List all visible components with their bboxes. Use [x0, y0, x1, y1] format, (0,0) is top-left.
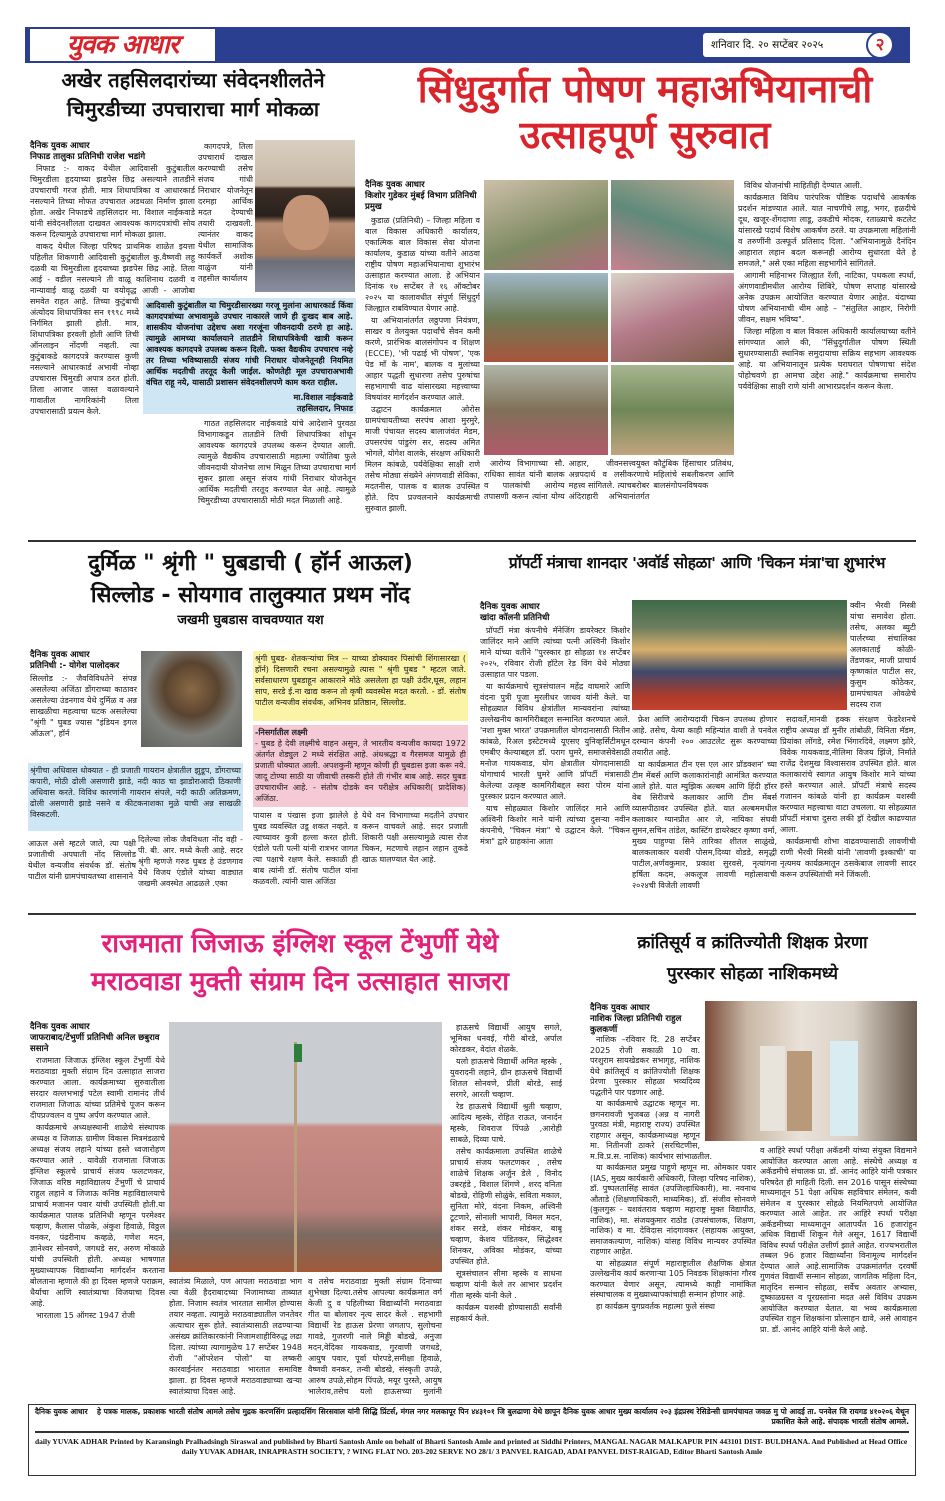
girl-photo — [255, 140, 355, 292]
paragraph: कार्यक्रमाचे अध्यक्षस्थानी शाळेचे संस्थापक अध्यक्ष व जिजाऊ ग्रामीण विकास मित्रमंडळाचे अध्यक्ष संजय लहाने यांच्या हस्ते ध्वजारोहण करण्यात आले . यावेळी राजमाता जिजाऊ इंग्लिश स्कूलचे प्राचार्य संजय फलटणकर, जिजाऊ वरिष्ठ महाविद्यालय टेंभुर्णी चे प्राचार्य राहुल लहाने व जिजाऊ कनिष्ठ महाविद्यालयाचे प्राचार्य मजानन पवार यांची उपस्थिती होती.या कार्यक्रमात पालक प्रतिनिधी म्हणून परमेश्वर चव्हाण, कैलास पोळके, अंकुश हिवाळे, विठ्ठल वनकर, पंढरीनाथ कव्हळे, गणेश मदन, ज्ञानेश्वर सोनवणे, जगधडे सर, अरुण मोकाळे यांची उपस्थिती होती. अध्यक्ष भाषणात मुख्याध्यापक विद्यार्थ्यांना मार्गदर्शन करताना बोलताना म्हणाले की हा दिवस म्हणजे पराक्रम, धैर्याचा आणि स्वातंत्र्याचा विजयाचा दिवस आहे. — [30, 1123, 165, 1308]
paragraph: तसेच कार्यक्रमाला उपस्थित शाळेचे प्राचार्य संजय फलटणकर , तसेच शाळेचे शिक्षक अर्जुन डेले , विनोद उबरहंडे , विशाल शिंगणे , शरद वनिता बोडखे, रोहिणी सोळुंके, सविता मकाल, सुनिता मोरे, वंदना निकम, अश्विनी टूटणारे, सोनाली भापारी, विमल मदन, शंकर सरडे, शंकर मोडंकर, बाबू चव्हाण, केशव पंडितकर, सिद्धेश्वर शिनकर, अविका मोडंकर, यांच्या उपस्थित होते. — [450, 1147, 562, 1266]
paragraph: कागदपत्रे, तिला उपचारार्थ दाखल करण्याची तसेच संजय गांधी निराधार योजनेतून दरमहा आर्थिक मदत देण्याची तयारी दाखवली. त्यानंतर वाकद येथील सामाजिक कार्यकर्ते अशोक वाळुंज यांनी तहसील कार्यालय — [198, 142, 253, 283]
headline-line: दुर्मिळ " श्रृंगी " घुबडाची ( हॉर्न आऊल) — [88, 551, 413, 576]
story3-pink-box — [253, 725, 468, 807]
byline-reporter: किशोर गुडेकर मुंबई विभाग प्रतिनिधी प्रमुख — [365, 191, 477, 212]
imprint-text-en: Printed by Karansingh Pralhadsingh Siraswal and published by Bharti Santosh Amle on behalf of Bharti Santosh Amle and printed at Siddhi Printers, MANGAL NAGAR MALKAPUR PIN 443101 DIST- BULDHANA. And Published at Head Office daily YUVAK ADHAR, INRAPRASTH SOCIETY, ? WING FLAT NO. 203-202 SERVE NO 28/1/ 3 PANVEL RAIGAD, ADAI PANVEL DIST-RAIGAD, Editor Bharti Santosh Amle — [109, 1436, 908, 1456]
paragraph: या कार्यक्रमाचे उद्घाटक म्हणून मा. छगनरावजी भुजबळ (अन्न व नागरी पुरवठा मंत्री, महाराष्ट्र राज्य) उपस्थित राहणार असून, कार्यक्रमाध्यक्ष म्हणून मा. नितीनजी ठाकरे (सरचिटणीस, म.वि.प्र.स. नाशिक) कार्यभार सांभाळतील. — [590, 1099, 713, 1161]
imprint-footer — [28, 1404, 916, 1476]
paragraph: सदावर्ते,मानवी हक्क संरक्षण फेडरेशनचे राष्ट्रीय अध्यक्ष डॉ मुनीर तांबोळी, विनिता मॅडम, प्रियांका लोंगडे, रमेश भिंगारदिवे, लक्ष्मण झोरे, विवेक गायकवाड,नीलिमा विजय झिंजे, निर्माते राजेंद्र देशमुख विश्वासराव उपस्थित होते. बाल कलाकारांचे स्वागत आयुष किशोर माने यांच्या हस्ते करण्यात आले. प्रॉपर्टी मंत्राचे सदस्य गजानन कांबळे यांनी हा कार्यक्रम यशस्वी करण्यात महत्त्वाचा वाटा उचलला. या सोहळ्यात प्रॉपर्टी मंत्राचा दुसरा लकी ड्रॉ देखील काढण्यात आला. — [780, 715, 916, 834]
story3-col-a: आऊल असे म्हटले जाते, त्या पक्षी प्रजातीची अपघाती नोंद सिल्लोड येथील वन्यजीव संवर्धक डॉ. संतोष पाटील यांनी ग्रामपंचायतच्या शासनाने — [28, 839, 136, 881]
byline-paper: दैनिक युवक आधार — [365, 180, 425, 190]
flag-hoisting-photo — [169, 1022, 442, 1272]
quote-author: मा.विशाल नाईकवाडे — [293, 393, 353, 402]
event-photo — [611, 365, 735, 455]
story5-col1 — [30, 1055, 165, 1395]
paragraph: प्रॉपर्टी मंत्रा कंपनीचे मॅनेजिंग डायरेक्टर किशोर जालिंदर माने आणि त्यांच्या पत्नी अश्विनी किशोर माने यांच्या वतीने "पुरस्कार हा सोहळा १४ सप्टेंबर २०२५, रविवार रोजी हॉटेल रेड विंग येथे मोठ्या उत्साहात पार पडला. — [480, 626, 630, 679]
section-divider — [28, 540, 916, 542]
paragraph: यलो हाऊसचे विद्यार्थी अमित म्हस्के , युवरादनी लहाने, ग्रीन हाऊसचे विद्यार्थी शितल सोनवणे, प्रीती बोरडे, साई सरगरे, आरती चव्हाण. — [450, 1057, 562, 1099]
headline-line: पुरस्कार सोहळा नाशिकमध्ये — [667, 964, 838, 984]
byline-reporter: जाफराबाद/टेंभुर्णी प्रतिनिधी अनिल छबुराव ससाने — [30, 1033, 160, 1054]
paragraph: कुडाळ (प्रतिनिधी) – जिल्हा महिला व बाल विकास अधिकारी कार्यालय, एकात्मिक बाल विकास सेवा योजना कार्यालय, कुडाळ यांच्या वतीने आठवा राष्ट्रीय पोषण महाअभियानाचा शुभारंभ उत्साहात करण्यात आला. हे अभियान दिनांक १७ सप्टेंबर ते १६ ऑक्टोबर २०२५ या कालावधीत संपूर्ण सिंधुदुर्ग जिल्ह्यात राबविण्यात येणार आहे. — [365, 216, 480, 313]
story4-col3-top: क्वीन भैरवी मिस्त्री यांचा समावेश होता. तसेच, अलका ब्युटी पार्लरच्या संचालिका अलकाताई कोळी-तेंडणकर, माजी प्राचार्य कृष्णकांत पाटील सर, कुसुम कोठेकर, ग्रामपंचायत ओवळेचे सदस्य राज — [850, 601, 916, 709]
story4-byline — [480, 602, 630, 624]
date-box — [703, 33, 883, 57]
story3-subhead: जखमी घुबडास वाचवण्यात यश — [177, 613, 324, 628]
award-photo — [632, 600, 847, 710]
page-number: २ — [866, 31, 894, 59]
imprint-label-en: daily YUVAK ADHAR — [35, 1436, 108, 1446]
byline-reporter: निफाड तालुका प्रतिनिधी राजेश भडांगे — [30, 152, 146, 162]
paragraph: कार्यक्रमात विविध पारंपरिक पौष्टिक पदार्थांचे आकर्षक प्रदर्शन मांडण्यात आले. यात नाचणीचे लाडू, भगर, हळदीचे दूध, खजूर-शेंगदाणा लाडू, उकडीचे मोदक, रताळ्याचे कटलेट यांसारखे पदार्थ विशेष आकर्षण ठरले. या उपक्रमाला महिलांनी व तरुणींनी उत्स्फूर्त प्रतिसाद दिला. "अभियानामुळे दैनंदिन आहारात लहान बदल करूनही आरोग्य सुधारता येते हे समजले," असे एका महिला सहभागीने सांगितले. — [738, 193, 916, 268]
story1-body-bottom — [198, 418, 356, 530]
paragraph: राजमाता जिजाऊ इंग्लिश स्कूल टेंभुर्णी येथे मराठवाडा मुक्ती संग्राम दिन उत्साहात साजरा करण्यात आला. कार्यक्रमाच्या सुरुवातीला सरदार वल्लभभाई पटेल स्वामी रामानंद तीर्थ राजमाता जिजाऊ यांच्या प्रतिमेचे पूजन करून दीपप्रज्वलन व पुष्प अर्पण करण्यात आले. — [30, 1056, 165, 1120]
story6-headline — [585, 928, 920, 990]
story1-byline — [30, 141, 195, 163]
story5-byline — [30, 1022, 165, 1055]
story3-blue-box: श्रृंगीचा अधिवास धोक्यात - ही प्रजाती गायरान क्षेत्रातील झुडूप, डोंगराच्या कपारी, मोठी ढोली असणारी झाडे, नदी काठ चा झाडोराआदी ठिकाणी अधिवास करते. विविध कारणांनी गायरान संपले, नदी काठी अतिक्रमण, ढोली असणारी झाडे नसने व कीटकनाशका मुळे याची अन्न साखळी विस्कटली. — [28, 763, 243, 831]
story4-col2 — [632, 714, 777, 906]
event-photo — [611, 273, 735, 363]
paragraph: जिल्हा महिला व बाल विकास अधिकारी कार्यालयाच्या वतीने सांगण्यात आले की, "सिंधुदुर्गातील पोषण स्थिती सुधारण्यासाठी स्थानिक समुदायाचा सक्रिय सहभाग आवश्यक आहे. या अभियानातून प्रत्येक घराघरात पोषणाचा संदेश पोहोचवणे हा आमचा उद्देश आहे." कार्यक्रमाचा समारोप पर्यवेक्षिका साक्षी राणे यांनी आभारप्रदर्शन करून केला. — [738, 327, 916, 391]
story1-quote-box — [143, 298, 356, 414]
byline-reporter: प्रतिनिधी :- योगेश पालोदकर — [30, 661, 120, 671]
story6-byline — [590, 1003, 702, 1036]
paragraph: हा कार्यक्रम युगप्रवर्तक महात्मा फुले संस्था — [596, 1301, 716, 1311]
story5-headline — [30, 925, 570, 1001]
paragraph: गाठत तहसिलदार नाईकवाडे यांचे आदेशाने पुरवठा विभागाकडून तातडीने तिची शिधापत्रिका शोधून आवश्यक कागदपत्रे उपलब्ध करून देण्यात आली. त्यामुळे वैद्यकीय उपचारासाठी महात्मा ज्योतिबा फुले जीवनदायी योजनेचा लाभ मिळून तिच्या उपचाराचा मार्ग सुकर झाला असून संजय गांधी निराधार योजनेतून आर्थिक मदतीची तरतूद करण्यात येत आहे. त्यामुळे चिमुरडीच्या उपचारासाठी मोठी मदत मिळाली आहे. — [198, 419, 356, 505]
byline-paper: दैनिक युवक आधार — [480, 602, 540, 612]
story2-body-left — [365, 215, 480, 530]
paragraph: आरोग्य विभागाच्या सौ. राधिका सावंत यांनी बालक व पालकांची आरोग्य तपासणी करून त्यांना योग्य आहार, जीवनसत्त्वयुक्त अन्नपदार्थ व लसीकरणाचे महत्त्व सांगितले. त्याचबरोबर अंदिराहारी अभियानांतर्गत कौटुंबिक हिंसाचार प्रतिबंध, महिलांचे सबलीकरण आणि बालसंगोपनविषयक — [484, 459, 734, 501]
story5-col3: व तसेच मराठवाडा मुक्ती संग्राम दिनाच्या शुभेच्छा दिल्या.तसेच आपल्या कार्यक्रमात वर्ग केजी दु व पहिलीच्या विद्यार्थ्यांनी मराठवाडा गीत या बोलावर नृत्य सादर केले . सहभागी विद्यार्थी रेड हाऊस प्रेरणा जगताप, सुलोचना गावडे, गुजरणी नाले मिड्डी बोडखे, अनुजा मदन,वेदिका गायकवाड, गुरवाणी जगधडे, आयुष पवार, पूर्वा घोरपडे,समीक्षा हिवाळे, वैष्णवी वनकर, तन्वी बोडखे, संस्कृती उपळे, आरुष उपळे,सोहम पिंपळे, मयूर पुरस्ते, आयुष भालेराव,तसेच यलो हाऊसच्या मुलांनी — [308, 1277, 442, 1396]
paragraph: उद्घाटन कार्यक्रमात ओरोस ग्रामपंचायतीच्या सरपंच आशा मुरमुरे, माजी पंचायत सदस्य बालाजंवंत मेडम, उपसरपंच पांडुरंग सर, सदस्य अमित भोगले, योगेश वालके, संरक्षण अधिकारी मिलन कांबळे, पर्यवेक्षिका साक्षी राणे तसेच मोठ्या संख्येने अंगणवाडी सेविका, मदतनीस, पालक व बालक उपस्थित होते. दिप प्रज्वलनाने कार्यक्रमाची सुरुवात झाली. — [365, 405, 480, 513]
pink-box-text: - घुबड हे देवी लक्ष्मीचे वाहन असुन, ते भारतीय वन्यजीव कायदा 1972 अंतर्गत शेड्युल 2 मध्ये संरक्षित आहे. अंधश्रद्धा व गैरसमज यामुळे ही प्रजाती धोक्यात आली. अपशकुनी म्हणून कोणी ही घुबडास इजा करू नये. जादू टोण्या साठी या जीवाची तस्करी होते ती गंभीर बाब आहे. सदर घुबड उपचाराधीन आहे. - संतोष दोडके वन परीक्षेत्र अधिकारी( प्रादेशिक) अजिंठा. — [255, 739, 466, 803]
issue-date: शनिवार दि. २० सप्टेंबर २०२५ — [711, 39, 824, 51]
section-divider — [28, 913, 916, 915]
paragraph: फ्रेश आणि आरोग्यदायी चिकन उपलब्ध होणार आहे. तसेच, येत्या काही महिन्यांत वाशी ते पनवेल दरम्यान कंपनी २०० आउटलेट सुरू करण्याच्या तयारीत आहे. — [632, 715, 777, 757]
headline-line: मराठवाडा मुक्ती संग्राम दिन उत्साहात साजरा — [91, 967, 509, 997]
byline-paper: दैनिक युवक आधार — [30, 1022, 90, 1032]
byline-paper: दैनिक युवक आधार — [30, 650, 90, 660]
story2-byline — [365, 180, 480, 213]
story3-col-d: येथे वन विभागाच्या मदतीने उपचार करून वाचवले आहे. सदर प्रजाती शिकारी पक्षी असल्यामुळे त्यास रोज चिकन, मटणाचे लहान लहान तुकडे खाऊ घालण्यात येत आहे. — [362, 811, 468, 864]
story3-col-b: दिलेल्या लोक जैवविधता नोंद वही - पी. बी. आर. मध्ये केली आहे. सदर श्रृंगी म्हणजे गरुड घुबड हे उंडणगाव येथे विजय एंडोले यांच्या वाड्यात जखमी अवस्थेत आढळले .एका — [138, 835, 243, 888]
poshan-photo-grid — [484, 180, 734, 455]
byline-reporter: खांदा कॉलनी प्रतिनिधी — [480, 613, 550, 623]
story3-intro: सिल्लोड :- जैवविविधतेने संपन्न असलेल्या अजिंठा डोंगराच्या काठावर असलेल्या उंडनगाव येथे दुर्मिळ व अन्न साखळीचा महत्वाचा घटक असलेल्या "श्रृंगी " घुबड ज्यास "इंडियन इगल ऑऊल", हॉर्न — [30, 674, 137, 738]
story5-col4 — [450, 1022, 562, 1396]
paragraph: या कार्यक्रमाचे सूत्रसंचालन महेंद्र वाघमारे आणि वंदना पुत्री पूजा मुरलीधर जाधव यांनी केले. या सोहळ्यात विविध क्षेत्रांतील मान्यवरांना त्यांच्या उल्लेखनीय कामगिरीबद्दल सन्मानित करण्यात आले. 'नशा मुक्त भारत' उपक्रमातील योगदानासाठी नितीन कांबळे, रिअल इस्टेटमध्ये यूएसए युनिव्हर्सिटीमधून एमबीए केल्याबद्दल डॉ. पराग घुमरे, समाजसेवेसाठी मनोज गायकवाड, योग क्षेत्रातील योगदानासाठी योगाचार्य भारती घुमरे आणि प्रॉपर्टी मंत्रासाठी केलेल्या उत्कृष्ट कामगिरीबद्दल स्वरा पोरम यांना पुरस्कार प्रदान करण्यात आले. — [480, 682, 630, 801]
paragraph: या कार्यक्रमात प्रमुख पाहुणे म्हणून मा. ओमकार पवार (IAS, मुख्य कार्यकारी अधिकारी, जिल्हा परिषद नाशिक), डॉ. पुष्पलतासिंह सावंत (उपजिल्हाधिकारी), मा. नवनाथ औताडे (शिक्षणाधिकारी, माध्यमिक), डॉ. संजीव सोनवणे (कुलगुरू - यशवंतराव चव्हाण महाराष्ट्र मुक्त विद्यापीठ, नाशिक), मा. संजयकुमार राठोड (उपसंचालक, शिक्षण, नाशिक) व मा. देविदास नांदगावकर (सहायक आयुक्त, समाजकल्याण, नाशिक) यांसह विविध मान्यवर उपस्थित राहणार आहेत. — [590, 1163, 756, 1256]
paragraph: कार्यक्रमाची शोभा वाढवण्यासाठी लावणीची राणी भैरवी मिस्त्री यांनी 'लावणी इश्काची' या नृत्यमय कार्यक्रमातून ठसकेबाज लावणी सादर करून उपस्थितांची मने जिंकली. — [780, 837, 916, 879]
headline-line: सिल्लोड - सोयगाव तालुक्यात प्रथम नोंद — [90, 583, 411, 608]
event-photo — [611, 180, 735, 270]
paragraph: निफाड :- वाकद येथील आदिवासी कुटुंबातील चिमुरडीला हृदयाच्या झडपेस छिद्र असल्याने तातडीने उपचाराची गरज होती. मात्र शिधापत्रिका व आधारकार्ड नसल्याने तिच्या मोफत उपचारात अडथळा निर्माण झाला होता. अखेर निफाडचे तहसिलदार मा. विशाल नाईकवाडे यांनी संवेदनशीलता दाखवत आवश्यक कागदपत्रांची सोय करून दिल्यामुळे उपचाराचा मार्ग मोकळा झाला. — [30, 164, 195, 239]
paragraph: रेड हाऊसचे विद्यार्थी श्रुती चव्हाण, आदित्य म्हस्के, रोहित राऊत, जनार्दन म्हस्के, शिवराज पिंपळे ,आरोही साबळे, दिव्या पाचे. — [450, 1102, 562, 1144]
story4-col3 — [780, 714, 916, 906]
story4-col1 — [480, 625, 630, 907]
event-photo — [484, 365, 608, 455]
story3-col-c: पायास व पंखास इजा झालेले हे घुबड व्यवस्थित उडू शकत नव्हते. व त्याच्यावर कुत्री हल्ला करत होती. एंडोले पती पत्नी यांनी रात्रभर जागत त्या पक्षाचे रक्षण केले. सकाळी ही बाब त्यांनी डॉ. संतोष पाटील यांना कळवली. त्यांनी यास अजिंठा — [253, 811, 358, 886]
headline-line: क्रांतिसूर्य व क्रांतिज्योती शिक्षक प्रेरणा — [637, 933, 868, 953]
byline-paper: दैनिक युवक आधार — [590, 1003, 650, 1013]
paragraph: सूत्रसंचालन सीमा म्हस्के व साधना चव्हाण यांनी केले तर आभार प्रदर्शन गीता म्हस्के यांनी केले . — [450, 1269, 562, 1300]
owl-photo — [141, 651, 242, 747]
byline-paper: दैनिक युवक आधार — [30, 141, 90, 151]
story2-body-right — [738, 180, 916, 535]
paragraph: या कार्यक्रमात टीन एस एल आर प्रॉडक्शन' च्या टीम मेंबर्स आणि कलाकारांनाही आमंत्रित करण्यात आले होते. यात म्युझिक अल्बम आणि हिंदी हॉरर वेब सिरीजचे कलाकार आणि टीम मेंबर्स व्यासपीठावर उपस्थित होते. यात अल्बममधील कलाकार ग्यानप्रीत आर जे, नायिका संघवी सुमन,सचिन तांडेल, कास्टिंग डायरेक्टर कृष्णा वर्मा, मुख्य पाहुण्या सिने तारिका शीतल साळुंखे, बालकलाकार यशवी पोसम,दिव्या वोडडे, समृद्धी पाटील,अर्णवकुमार, प्रकाश सुरवसे, नृत्यांगना हर्षिता कदम, अकलूज लावणी महोत्सवाची २०२४ची विजेती लावणी — [632, 760, 777, 890]
quote-author-title: तहसिलदार, निफाड — [296, 404, 353, 413]
story2-caption-text — [484, 458, 734, 533]
story6-body — [590, 1035, 756, 1401]
event-photo — [484, 180, 608, 270]
headline-line: चिमुरडीच्या उपचाराचा मार्ग मोकळा — [66, 97, 320, 121]
pink-box-title: -निसर्गातील लक्ष्मी — [255, 728, 308, 737]
paragraph: या सोहळ्यात संपूर्ण महाराष्ट्रातील शैक्षणिक क्षेत्रात उल्लेखनीय कार्य करणाऱ्या 105 निवडक शिक्षकांना गौरव करण्यात येणार असून, त्यामध्ये काही नामांकित संस्थाचालक व मुख्याध्यापकांचाही सन्मान होणार आहे. — [590, 1258, 756, 1299]
byline-reporter: नाशिक जिल्हा प्रतिनिधी राहुल कुलकर्णी — [590, 1014, 682, 1035]
paragraph: हाऊसचे विद्यार्थी आयुष सगले, भूमिका धनवई, गौरी बोरडे, अर्पाल कोरडकर, वेदांत शेळके. — [450, 1023, 562, 1054]
paragraph: विविध योजनांची माहितीही देण्यात आली. — [744, 181, 863, 190]
paragraph: वाकद येथील जिल्हा परिषद प्राथमिक शाळेत इयत्ता पहिलीत शिकणारी आदिवासी कुटुंबातील कु.वैष्णवी लहू दळवी या चिमुरडीला हृदयाच्या झडपेस छिद्र आहे. तिला आई - वडील नसल्याने ती वाळू काशिनाथ दळवी व नान्यावाई वाळू दळवी या वयोवृद्ध आजी - आजोबा समवेत राहत आहे. तिच्या कुटुंबाची अंत्योदय शिधापत्रिका सन १९९८ मध्ये निर्गमित झाली होती. मात्र, शिधापत्रिका हरवली होती आणि तिची ऑनलाइन नोंदणी नव्हती. त्या कुटुंबाकडे कागदपत्रे करण्यास कुणी नसल्याने आधारकार्ड अभावी नोव्हा उपचारास चिमुरडी अपात्र ठरत होती. तिला आजार जास्त वळावल्याने गावातील नागरिकांनी तिला उपचारासाठी प्रयत्न केले. — [30, 242, 195, 416]
paragraph: याच सोहळ्यात किशोर जालिंदर माने आणि अश्विनी किशोर माने यांनी त्यांच्या दुसऱ्या नवीन कंपनीचे, "चिकन मंत्रा" चे उद्घाटन केले. "चिकन मंत्रा" द्वारे ग्राहकांना आता — [480, 804, 630, 846]
paragraph: या अभियानांतर्गत लठ्ठपणा नियंत्रण, साखर व तेलयुक्त पदार्थांचे सेवन कमी करणे, प्रारंभिक बालसंगोपन व शिक्षण (ECCE), 'भी पढाई भी पोषण', 'एक पेड माँ के नाम', बालक व मुलांच्या आहार पद्धती सुधारणा तसेच पुरुषांचा सहभागाची वाढ यांसारख्या महत्त्वाच्या विषयांवर मार्गदर्शन करण्यात आले. — [365, 316, 480, 402]
event-photo — [484, 273, 608, 363]
headline-line: उत्साहपूर्ण सुरुवात — [519, 113, 771, 157]
paragraph: भारताला 15 ऑगस्ट 1947 रोजी — [36, 1311, 135, 1320]
story3-yellow-box: श्रृंगी घुबड- शेतकऱ्यांचा मित्र -- याच्या डोक्यावर पिसांची शिंगासारखा ( हॉर्न) दिसणारी रचना असल्यामुळे त्यास " श्रृंगी घुबड " म्हटल जाते. सर्वसाधारण घुबडाहून आकाराने मोठे असलेला हा पक्षी उंदीर,घूस, लहान साप, सरडे ई.ना खाद्य करून तो कृषी व्यवस्थेस मदत करतो. - डॉ. संतोष पाटील वन्यजीव संवर्धक, अभिनव प्रतिष्ठान, सिल्लोड. — [253, 651, 468, 721]
story4-headline: प्रॉपर्टी मंत्राचा शानदार 'अवॉर्ड सोहळा' आणि 'चिकन मंत्रा'चा शुभारंभ — [508, 554, 886, 572]
paragraph: कार्यक्रम यशस्वी होण्यासाठी सर्वांनी सहकार्य केले. — [450, 1303, 562, 1323]
paragraph: नाशिक –रविवार दि. 28 सप्टेंबर 2025 रोजी सकाळी 10 वा. परशुराम सायखेडकर सभागृह, नाशिक येथे क्रांतिसूर्य व क्रांतिज्योती शिक्षक प्रेरणा पुरस्कार सोहळा भव्यदिव्य पद्धतीने पार पडणार आहे. — [590, 1035, 700, 1097]
story5-col2: स्वातंत्र्य मिळाले, पण आपला मराठवाडा भाग त्या वेळी हैदराबादच्या निजामाच्या ताब्यात होता. निजाम स्वतंत्र भारतात सामील होण्यास तयार नव्हता. त्यामुळे मराठवाड्यातील जनतेवर अत्याचार सुरू होते. स्वातंत्र्यासाठी लढण्याऱ्या असंख्य क्रांतिकारकांनी निजामशाहीविरुद्ध लढा दिला. त्यांच्या त्यागामुळेच 17 सप्टेंबर 1948 रोजी "ऑपरेशन पोलो" या लष्करी कारवाईनंतर मराठवाडा भारतात समाविष्ट झाला. हा दिवस म्हणजे मराठवाड्याच्या खऱ्या स्वातंत्र्याचा दिवस आहे. — [169, 1277, 302, 1396]
story2-headline — [385, 66, 905, 158]
headline-line: अखेर तहसिलदारांच्या संवेदनशीलतेने — [61, 68, 325, 92]
story3-byline — [30, 650, 138, 672]
paragraph: आगामी महिनाभर जिल्ह्यात रॅली, नाटिका, पथकला स्पर्धा, अंगणवाडीमधील आरोग्य शिबिरे, पोषण सप्ताह यांसारखे अनेक उपक्रम आयोजित करण्यात येणार आहेत. यंदाच्या पोषण अभियानाची थीम आहे – "संतुलित आहार, निरोगी जीवन, सक्षम भविष्य". — [738, 271, 916, 324]
story6-col-right: व आहिरे स्पर्धा परीक्षा अकॅडमी यांच्या संयुक्त विद्यमाने आयोजित करण्यात आला आहे. संस्थेचे अध्यक्ष व अकॅडमीचे संचालक प्रा. डॉ. आनंद आहिरे यांनी पत्रकार परिषदेत ही माहिती दिली. सन 2016 पासून संस्थेच्या माध्यमातून 51 पेक्षा अधिक सहविचार संमेलन, कवी संमेलन व पुरस्कार सोहळे नियमितपणे आयोजित करण्यात आले आहेत. तर आहिरे स्पर्धा परीक्षा अकॅडमीच्या माध्यमातून आतापर्यंत 16 हजारांहून अधिक विद्यार्थी शिकून गेले असून, 1617 विद्यार्थी विविध स्पर्धा परीक्षेत उत्तीर्ण झाले आहेत. राज्यभरातील तब्बल 96 हजार विद्यार्थ्यांना विनामूल्य मार्गदर्शन देण्यात आले आहे.सामाजिक उपक्रमांतर्गत दरवर्षी गुणवंत विद्यार्थी सन्मान सोहळा, जागतिक महिला दिन, मातृदिन सन्मान सोहळा, सर्वेच अवतार अभ्यास, दुष्काळग्रस्त व पूरग्रस्तांना मदत असे विविध उपक्रम आयोजित करण्यात येतात. या भव्य कार्यक्रमाला उपस्थित राहून शिक्षकांना प्रोत्साहन द्यावे, असे आवाहन प्रा. डॉ. आनंद आहिरे यांनी केले आहे. — [760, 1146, 917, 1334]
story3-headline — [28, 548, 473, 612]
story1-headline — [28, 66, 358, 124]
imprint-text-mr: हे पत्रक मालक, प्रकाशक भारती संतोष आमले तसेच मुद्रक करणसिंग प्रल्हादसिंग सिरसवाल यांनी सिद्धि प्रिंटर्स, मंगल नगर मलकापूर पिन ४४३१०१ जि बुलढाणा येथे छापून दैनिक युवक आधार मुख्य कार्यालय २०३ इंद्रप्रस्थ रेसिडेन्सी ग्रामपंचायत जवळ मु पो आदई ता. पनवेल जि रायगड ४१०२०६ येथून प्रकाशित केले आहे. संपादक भारती संतोष आमले. — [97, 1407, 909, 1426]
story1-body-col2 — [198, 141, 253, 291]
quote-text: आदिवासी कुटुंबातील या चिमुरडीसारख्या गरजू मुलांना आधारकार्ड किंवा कागदपत्रांच्या अभावामुळे उपचार नाकारले जाणे ही दुःखद बाब आहे. शासकीय योजनांचा उद्देशच अशा गरजूंना जीवनदायी ठरणे हा आहे. त्यामुळे आमच्या कार्यालयाने तातडीने शिधापत्रिकेची खात्री करून आवश्यक कागदपत्रे उपलब्ध करून दिली. फक्त वैद्यकीय उपचारच नव्हे तर तिच्या भविष्यासाठी संजय गांधी निराधार योजनेतूनही नियमित आर्थिक मदतीची तरतूद केली जाईल. कोणतेही मूल उपचाराअभावी वंचित राहू नये, यासाठी प्रशासन संवेदनशीलपणे काम करत राहील. — [146, 301, 353, 387]
logo: युवक आधार — [30, 29, 215, 61]
imprint-label-mr: दैनिक युवक आधार — [35, 1407, 88, 1416]
headline-line: सिंधुदुर्गात पोषण महाअभियानाची — [417, 67, 873, 111]
headline-line: राजमाता जिजाऊ इंग्लिश स्कूल टेंभुर्णी येथे — [101, 929, 499, 959]
